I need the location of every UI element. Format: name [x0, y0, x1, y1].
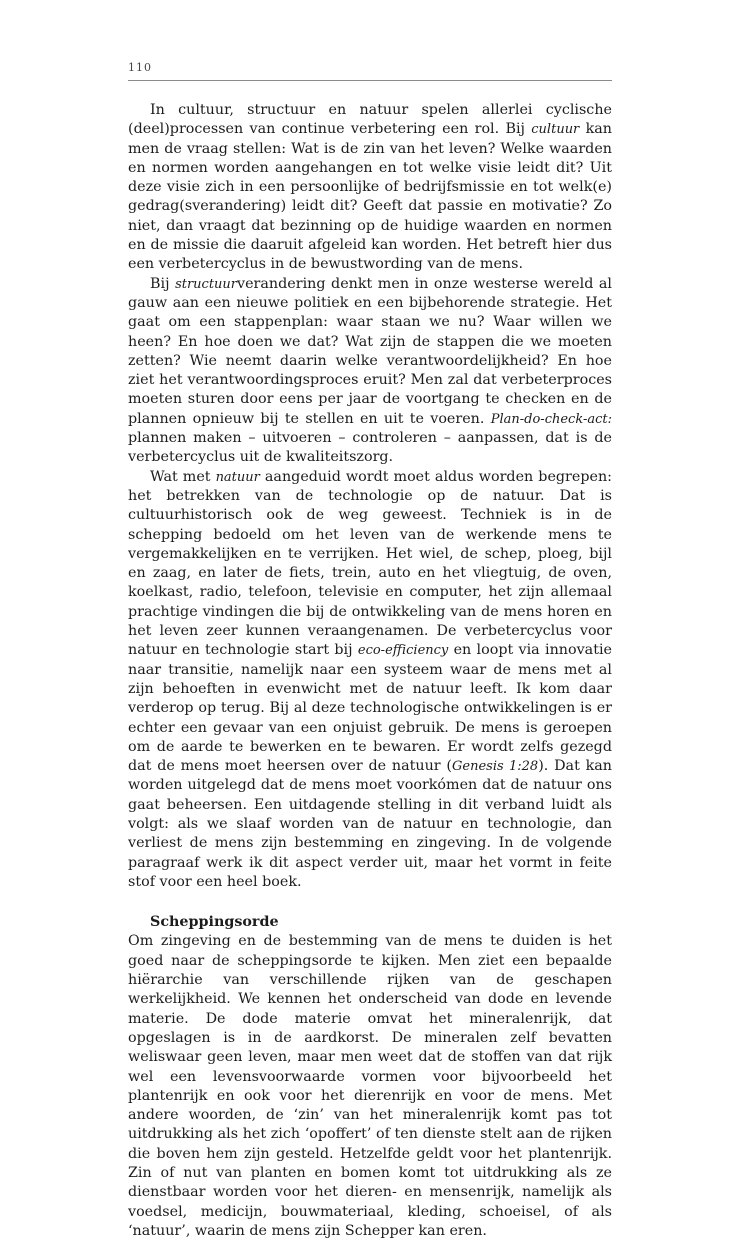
section-heading: Scheppingsorde — [150, 914, 279, 931]
paragraph-cultuur — [128, 101, 612, 275]
paragraph-text: verandering denkt men in onze westerse wereld al gauw aan een nieuwe politiek en een bijbehorende strategie. Het gaat om een stappenplan: waar staan we nu? Waar willen we heen? En hoe doen we dat? Wat zijn de stappen die we moeten zetten? Wie neemt daarin welke verantwoordelijkheid? En hoe ziet het verantwoordingsproces eruit? Men zal dat verbeterproces moeten sturen door eens per jaar de voortgang te checken en de plannen opnieuw bij te stellen en uit te voeren. — [128, 275, 613, 427]
paragraph-text: ). Dat kan worden uitgelegd dat de mens moet voorkómen dat de natuur ons gaat beheersen. Een uitdagende stelling in dit verband luidt als volgt: als we slaaf worden van de natuur en technologie, dan verliest de mens zijn bestemming en zingeving. In de volgende paragraaf werk ik dit aspect verder uit, maar het vormt in feite stof voor een heel boek. — [128, 758, 612, 890]
italic-term: Plan-do-check-act: — [490, 411, 612, 427]
paragraph-natuur — [128, 468, 612, 893]
paragraph-text: aangeduid wordt moet aldus worden begrepen: het betrekken van de technologie op de natuur. Dat is cultuurhistorisch ook de weg geweest. Techniek is in de schepping bedoeld om het leven van de werkende mens te vergemakkelijken en te verrijken. Het wiel, de schep, ploeg, bijl en zaag, en later de fiets, trein, auto en het vliegtuig, de oven, koelkast, radio, telefoon, televisie en computer, het zijn allemaal prachtige vindingen die bij de ontwikkeling van de mens horen en het leven zeer kunnen veraangenamen. De verbetercyclus voor natuur en technologie start bij — [128, 468, 612, 659]
italic-term: eco-efficiency — [357, 643, 449, 659]
paragraph-text: Om zingeving en de bestemming van de mens te duiden is het goed naar de scheppingsorde te kijken. Men ziet een bepaalde hiërarchie van verschillende rijken van de geschapen werkelijkheid. We kennen het onderscheid van dode en levende materie. De dode materie omvat het mineralenrijk, dat opgeslagen is in de aardkorst. De mineralen zelf bevatten weliswaar geen leven, maar men weet dat de stoffen van dat rijk wel een levensvoorwaarde vormen voor bijvoorbeeld het plantenrijk en ook voor het dierenrijk en voor de mens. Met andere woorden, de ‘zin’ van het mineralenrijk komt pas tot uitdrukking als het zich ‘opoffert’ of ten dienste stelt aan de rijken die boven hem zijn gesteld. Hetzelfde geldt voor het plantenrijk. Zin of nut van planten en bomen komt tot uitdrukking als ze dienstbaar worden voor het dieren- en mensenrijk, namelijk als voedsel, medicijn, bouwmateriaal, kleding, schoeisel, of als ‘natuur’, waarin de mens zijn Schepper kan eren. — [128, 933, 612, 1239]
paragraph-text: plannen maken – uitvoeren – controleren – aanpassen, dat is de verbetercyclus uit de kwaliteitszorg. — [128, 430, 612, 466]
page-number: 110 — [128, 61, 152, 74]
italic-term: natuur — [215, 469, 260, 485]
body-text — [128, 101, 612, 1241]
italic-term: structuur — [175, 276, 238, 292]
paragraph-text: Wat met — [150, 468, 216, 485]
italic-term: cultuur — [531, 122, 580, 138]
paragraph-structuur — [128, 275, 612, 468]
running-header — [128, 58, 612, 81]
paragraph-text: kan men de vraag stellen: Wat is de zin van het leven? Welke waarden en normen worden aangehangen en tot welke visie leidt dit? Uit deze visie zich in een persoonlijke of bedrijfsmissie en tot welk(e) gedrag(sverandering) leidt dit? Geeft dat passie en motivatie? Zo niet, dan vraagt dat bezinning op de huidige waarden en normen en de missie die daaruit afgeleid kan worden. Het betreft hier dus een verbetercyclus in de bewustwording van de mens. — [128, 121, 612, 273]
paragraph-text: In cultuur, structuur en natuur spelen allerlei cyclische (deel)processen van continue verbetering een rol. Bij — [128, 102, 612, 138]
paragraph-text: Bij — [150, 275, 176, 292]
paragraph-scheppingsorde — [128, 932, 612, 1241]
paragraph-text: en loopt via innovatie naar transitie, namelijk naar een systeem waar de mens met al zijn behoeften in evenwicht met de natuur leeft. Ik kom daar verderop op terug. Bij al deze technologische ontwikkelingen is er echter een gevaar van een onjuist gebruik. De mens is geroepen om de aarde te bewerken en te bewaren. Er wordt zelfs gezegd dat de mens moet heersen over de natuur ( — [128, 642, 612, 775]
italic-reference: Genesis 1:28 — [452, 759, 539, 775]
